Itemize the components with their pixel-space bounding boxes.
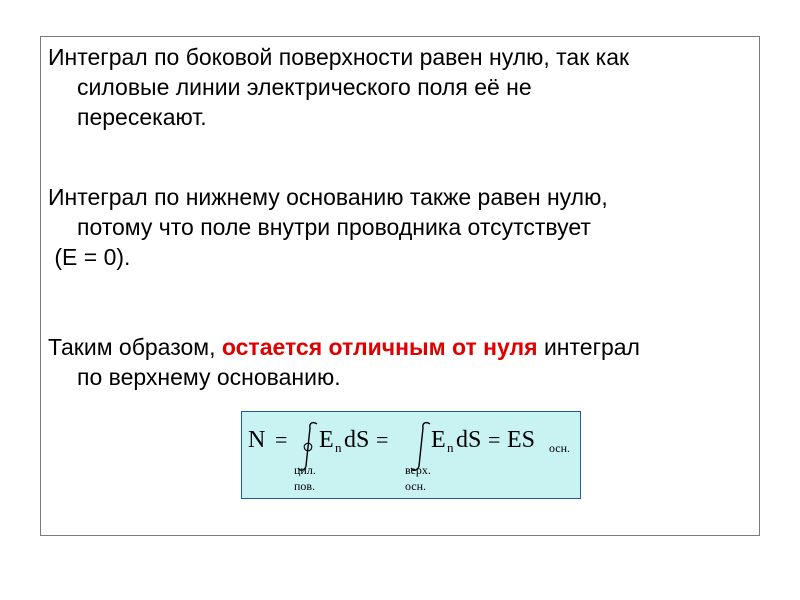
paragraph2-line2: потому что поле внутри проводника отсутствует — [77, 214, 591, 240]
paragraph1-line2: силовые линии электрического поля её не — [77, 74, 532, 100]
paragraph3-prefix: Таким образом, — [48, 334, 222, 360]
integral1-limit-line2: пов. — [294, 479, 316, 493]
formula-term2-sub: n — [447, 440, 454, 455]
formula-eq2: = — [376, 427, 389, 452]
formula-term1-diff: dS — [344, 427, 370, 453]
formula-lhs: N — [248, 427, 266, 453]
paragraph1-line1: Интеграл по боковой поверхности равен нулю, так как — [48, 44, 630, 70]
paragraph-lateral-surface — [48, 42, 748, 132]
formula-term2-diff: dS — [456, 427, 482, 453]
integral2-limit-line2: осн. — [405, 479, 427, 493]
paragraph-conclusion — [48, 332, 748, 392]
formula-term1: E — [319, 427, 334, 453]
paragraph3-line1 — [48, 332, 748, 362]
integral2-limit-line1: верх. — [405, 463, 431, 477]
paragraph3-line2: по верхнему основанию. — [77, 364, 341, 390]
integral1-limit-line1: цил. — [294, 463, 316, 477]
paragraph1-line3: пересекают. — [77, 104, 207, 130]
flux-formula — [242, 412, 582, 500]
formula-eq3: = — [488, 427, 501, 452]
paragraph3-highlight: остается отличным от нуля — [221, 334, 538, 360]
formula-result: ES — [507, 427, 536, 453]
formula-eq1: = — [275, 427, 288, 452]
formula-term2: E — [431, 427, 446, 453]
paragraph3-suffix: интеграл — [537, 334, 640, 360]
paragraph2-line1: Интеграл по нижнему основанию также равен нулю, — [48, 184, 608, 210]
formula-result-sub: осн. — [549, 441, 571, 455]
paragraph2-line3: (E = 0). — [48, 244, 131, 270]
formula-term1-sub: n — [335, 440, 342, 455]
paragraph-bottom-base — [48, 182, 748, 272]
formula-box — [241, 411, 581, 499]
